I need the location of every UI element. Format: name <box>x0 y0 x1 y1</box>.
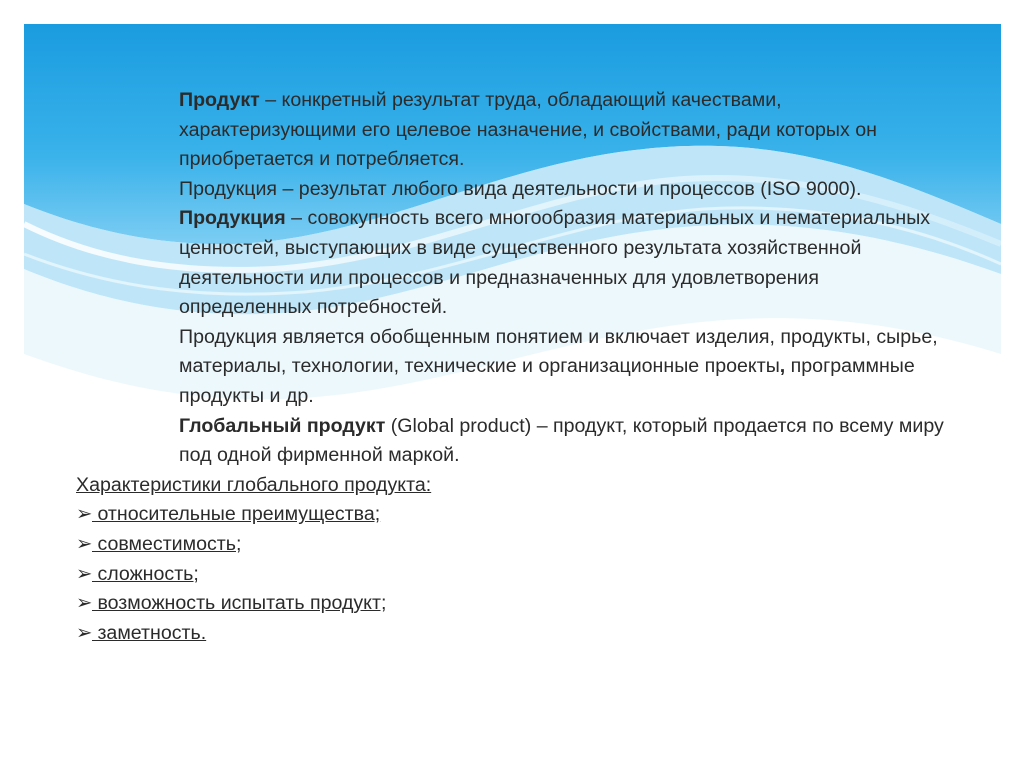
characteristics-heading: Характеристики глобального продукта: <box>76 473 432 496</box>
definition-product: – конкретный результат труда, обладающий качествами, характеризующими его целевое назначение, и свойствами, ради которых он приобретается и потребляется. <box>179 89 877 171</box>
paragraph-global-product <box>76 412 956 471</box>
definition-global-product: (Global product) – продукт, который продается по всему миру под одной фирменной маркой. <box>179 414 944 467</box>
list-item <box>76 530 956 560</box>
list-item <box>76 619 956 649</box>
definition-general-comma: , <box>779 355 786 378</box>
paragraph-production-general <box>76 323 956 412</box>
paragraph-product <box>76 86 956 175</box>
list-item-label: возможность испытать продукт; <box>92 592 387 615</box>
arrow-bullet-icon: ➢ <box>76 562 93 585</box>
definition-general-a: Продукция является обобщенным понятием и включает изделия, продукты, сырье, материалы, технологии, технические и организационные проекты <box>179 325 938 378</box>
paragraph-production <box>76 204 956 322</box>
content-block <box>76 86 956 648</box>
arrow-bullet-icon: ➢ <box>76 532 93 555</box>
list-item <box>76 560 956 590</box>
paragraph-production-iso <box>76 175 956 205</box>
definition-production-iso: Продукция – результат любого вида деятельности и процессов (ISO 9000). <box>179 177 862 200</box>
list-item-label: совместимость; <box>92 532 242 555</box>
term-production: Продукция <box>179 207 286 230</box>
arrow-bullet-icon: ➢ <box>76 621 93 644</box>
definition-general-b: программные продукты и др. <box>179 355 915 407</box>
term-product: Продукт <box>179 89 260 111</box>
list-item <box>76 589 956 619</box>
list-item-label: относительные преимущества; <box>92 503 381 526</box>
list-item-label: сложность; <box>92 562 199 585</box>
term-global-product: Глобальный продукт <box>179 414 386 437</box>
characteristics-list <box>76 500 956 648</box>
arrow-bullet-icon: ➢ <box>76 592 93 615</box>
definition-production: – совокупность всего многообразия материальных и нематериальных ценностей, выступающих в виде существенного результата хозяйственной деятельности или процессов и предназначенных для удовлетворения определенных потребностей. <box>179 207 931 319</box>
list-item-label: заметность. <box>92 621 207 644</box>
slide <box>24 24 1001 743</box>
arrow-bullet-icon: ➢ <box>76 503 93 526</box>
list-item <box>76 500 956 530</box>
